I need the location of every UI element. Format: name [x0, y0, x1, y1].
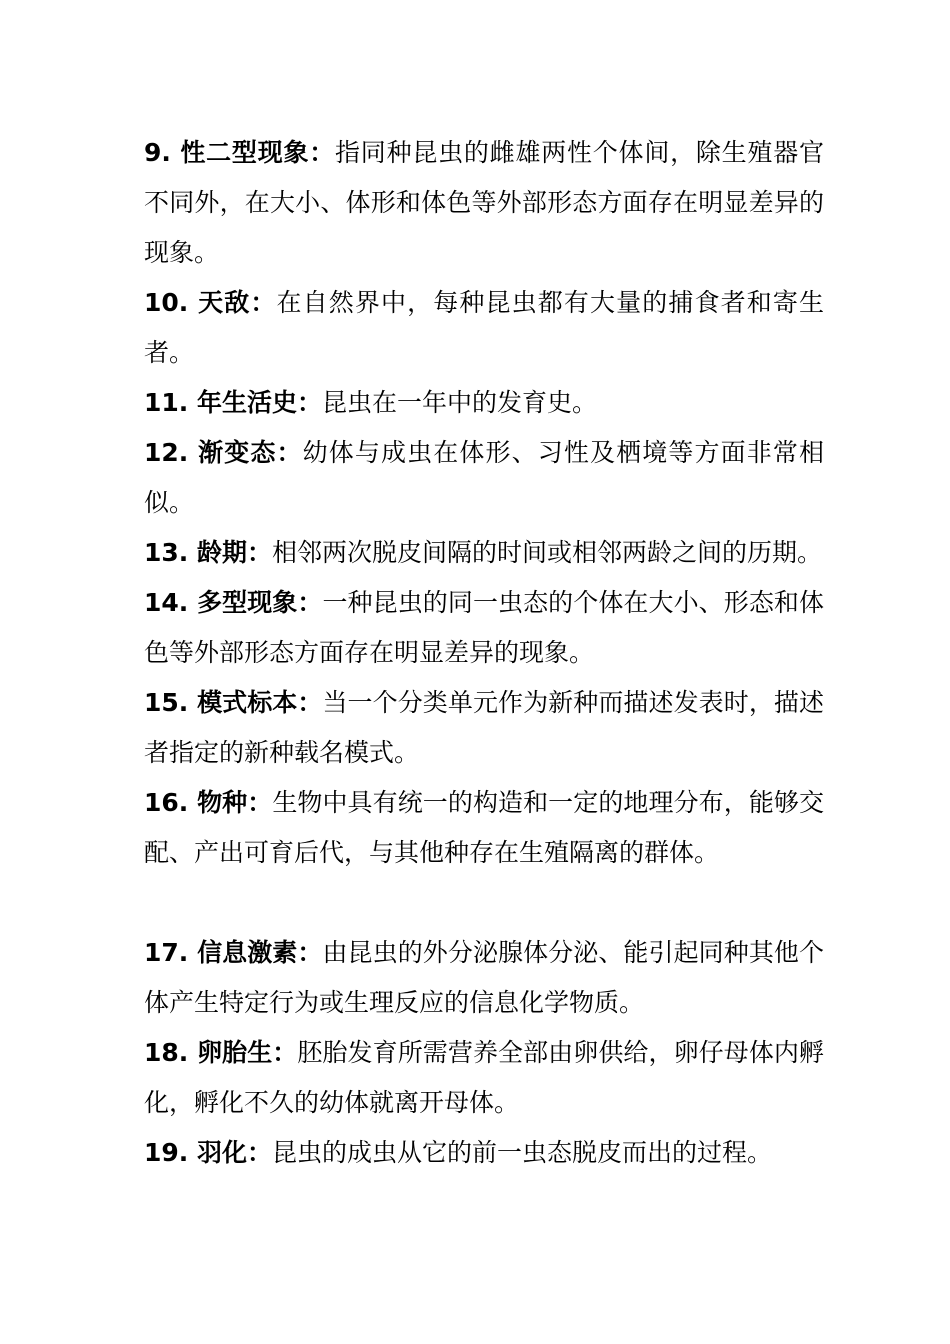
entry-term: 10. 天敌： [144, 288, 277, 317]
entry-definition: 指同种昆虫的雌雄两性个体间，除生殖器官不同外，在大小、体形和体色等外部形态方面存在明显差异的现象。 [144, 138, 824, 267]
entry-definition: 幼体与成虫在体形、习性及栖境等方面非常相似。 [144, 438, 824, 517]
entry-term: 12. 渐变态： [144, 438, 303, 467]
glossary-entry-16 [144, 778, 824, 878]
entry-term: 13. 龄期： [144, 538, 272, 567]
entry-term: 19. 羽化： [144, 1138, 272, 1167]
entry-definition: 昆虫的成虫从它的前一虫态脱皮而出的过程。 [272, 1138, 773, 1167]
entry-definition: 昆虫在一年中的发育史。 [322, 388, 598, 417]
entry-definition: 在自然界中，每种昆虫都有大量的捕食者和寄生者。 [144, 288, 824, 367]
glossary-entry-11 [144, 378, 824, 428]
glossary-entry-19 [144, 1128, 824, 1178]
entry-term: 9. 性二型现象： [144, 138, 336, 167]
entry-term: 11. 年生活史： [144, 388, 322, 417]
glossary-entry-10 [144, 278, 824, 378]
entry-definition: 一种昆虫的同一虫态的个体在大小、形态和体色等外部形态方面存在明显差异的现象。 [144, 588, 824, 667]
glossary-entry-13 [144, 528, 824, 578]
entry-term: 16. 物种： [144, 788, 273, 817]
entry-term: 18. 卵胎生： [144, 1038, 298, 1067]
entry-definition: 相邻两次脱皮间隔的时间或相邻两龄之间的历期。 [272, 538, 823, 567]
entry-definition: 生物中具有统一的构造和一定的地理分布，能够交配、产出可育后代，与其他种存在生殖隔离的群体。 [144, 788, 824, 867]
entry-definition: 当一个分类单元作为新种而描述发表时，描述者指定的新种载名模式。 [144, 688, 824, 767]
entry-definition: 胚胎发育所需营养全部由卵供给，卵仔母体内孵化，孵化不久的幼体就离开母体。 [144, 1038, 824, 1117]
glossary-entry-18 [144, 1028, 824, 1128]
glossary-entry-15 [144, 678, 824, 778]
entry-term: 17. 信息激素： [144, 938, 323, 967]
glossary-entry-14 [144, 578, 824, 678]
entry-term: 15. 模式标本： [144, 688, 323, 717]
glossary-entry-12 [144, 428, 824, 528]
entry-term: 14. 多型现象： [144, 588, 323, 617]
glossary-entry-9 [144, 128, 824, 278]
glossary-entry-17 [144, 928, 824, 1028]
entry-definition: 由昆虫的外分泌腺体分泌、能引起同种其他个体产生特定行为或生理反应的信息化学物质。 [144, 938, 824, 1017]
glossary-list [144, 128, 824, 1178]
